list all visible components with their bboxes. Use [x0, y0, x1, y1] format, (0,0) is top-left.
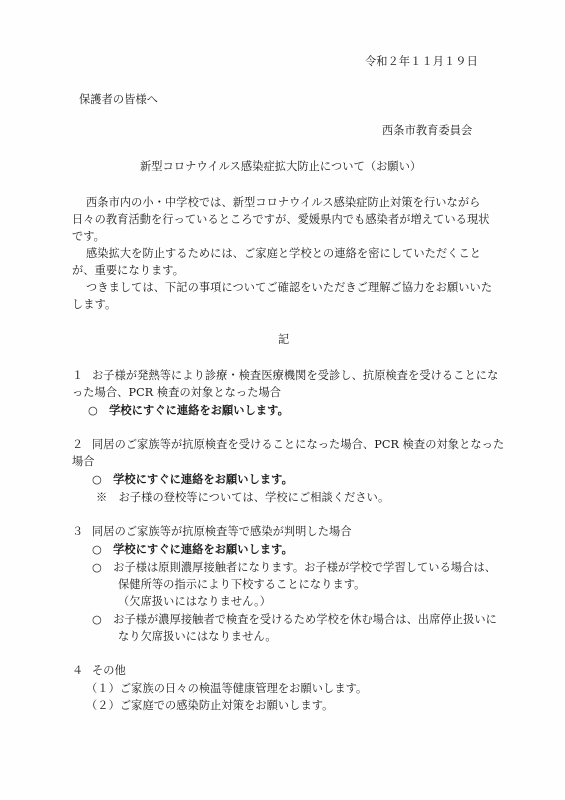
ki-heading: 記: [278, 333, 290, 346]
intro-line: です。: [72, 230, 105, 243]
intro-line: 西条市内の小・中学校では、新型コロナウイルス感染症防止対策を行いながら: [86, 196, 481, 209]
intro-line: します。: [72, 298, 117, 311]
item-subnote: （１）ご家族の日々の検温等健康管理をお願いします。: [86, 682, 368, 695]
intro-line: つきましては、下記の事項についてご確認をいただきご理解ご協力をお願いいた: [86, 281, 493, 294]
item-text: 同居のご家族等が抗原検査を受けることになった場合、PCR 検査の対象となった: [92, 438, 505, 451]
item-note: ○ 学校にすぐに連絡をお願いします。: [92, 473, 293, 486]
item-text: お子様が発熱等により診療・検査医療機関を受診し、抗原検査を受けることにな: [92, 369, 499, 382]
intro-line: が、重要になります。: [72, 264, 184, 277]
item-text: 同居のご家族等が抗原検査等で感染が判明した場合: [92, 525, 352, 538]
addressee: 保護者の皆様へ: [79, 93, 159, 106]
item-number: ４: [72, 664, 84, 677]
intro-line: 感染拡大を防止するためには、ご家庭と学校との連絡を密にしていただくこと: [86, 247, 482, 260]
item-number: １: [72, 369, 84, 382]
intro-line: 日々の教育活動を行っているところですが、愛媛県内でも感染者が増えている現状: [72, 213, 490, 226]
item-text: った場合、PCR 検査の対象となった場合: [72, 386, 282, 399]
item-note: ○ 学校にすぐに連絡をお願いします。: [88, 404, 289, 417]
item-number: ３: [72, 525, 84, 538]
item-text: 場合: [72, 455, 95, 468]
document-title: 新型コロナウイルス感染症拡大防止について（お願い）: [140, 160, 422, 173]
sender: 西条市教育委員会: [382, 124, 473, 137]
item-subnote: なり欠席扱いにはなりません。: [118, 630, 277, 643]
document-date: 令和２年１１月１９日: [365, 55, 478, 68]
item-subnote: ○ お子様は原則濃厚接触者になります。お子様が学校で学習している場合は、: [92, 561, 497, 574]
item-subnote: ※ お子様の登校等については、学校にご相談ください。: [96, 491, 390, 504]
item-number: ２: [72, 438, 84, 451]
item-subnote: （２）ご家庭での感染防止対策をお願いします。: [86, 699, 334, 712]
item-subnote: （欠席扱いにはなりません。）: [118, 595, 272, 608]
item-subnote: ○ お子様が濃厚接触者で検査を受けるため学校を休む場合は、出席停止扱いに: [92, 613, 497, 626]
item-note: ○ 学校にすぐに連絡をお願いします。: [92, 543, 293, 556]
item-subnote: 保健所等の指示により下校することになります。: [118, 578, 366, 591]
item-text: その他: [92, 664, 126, 677]
